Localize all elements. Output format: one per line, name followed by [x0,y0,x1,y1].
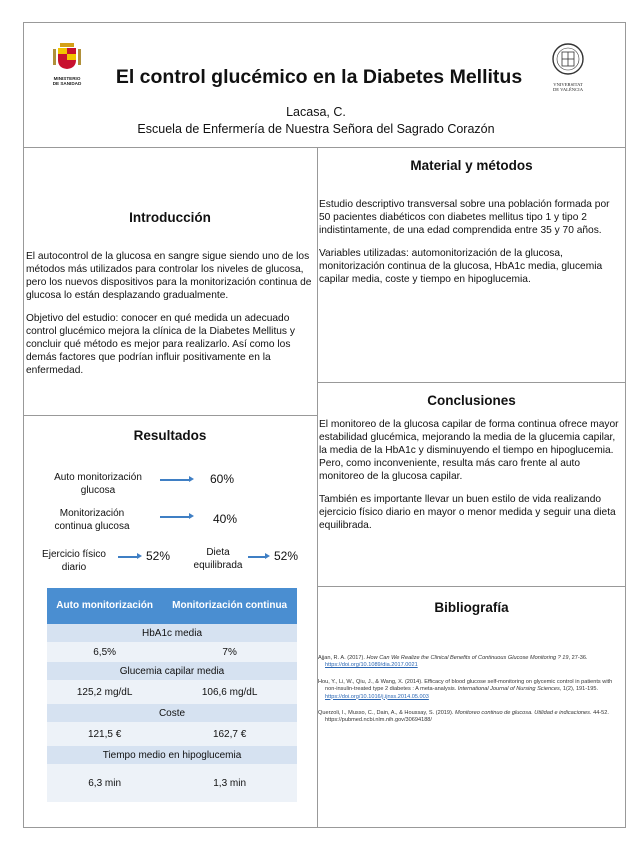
conclusiones-paragraph: También es importante llevar un buen estilo de vida realizando ejercicio físico diario en mayor o menor medida y seguir una dieta equilibrada. [319,494,616,531]
table-section-row [47,624,297,642]
stat-label-dieta: Dieta equilibrada [193,547,243,571]
reference-item: Hou, Y., Li, W., Qiu, J., & Wang, X. (2014). Efficacy of blood glucose self-monitoring on glycemic control in patients with non-insulin-treated type 2 diabetes : A meta-analysis. International Journal of Nursing Sciences, 1(2), 191-195. https://doi.org/10.1016/j.ijnss.2014.05.003 [318,678,613,700]
table-row [47,764,297,802]
table-cell: 1,3 min [162,764,297,802]
conclusiones-heading: Conclusiones [427,393,516,408]
stat-label-automonitorizacion: Auto monitorización glucosa [54,472,142,496]
table-row [47,642,297,662]
universitat-valencia-logo [545,43,591,91]
right-section-divider-2 [317,586,626,587]
table-section-row [47,662,297,680]
table-cell: 7% [162,642,297,662]
table-section-label: Coste [47,704,297,722]
table-cell: 121,5 € [47,722,162,746]
table-section-row [47,704,297,722]
stat-label-ejercicio: Ejercicio físico diario [42,549,106,573]
bibliografia-list [318,655,614,734]
author-block [40,104,592,138]
reference-item: Ajjan, R. A. (2017). How Can We Realize the Clinical Benefits of Continuous Glucose Monitoring ? 19, 27-36. https://doi.org/10.1089/dia.2017.0021 [318,655,588,669]
table-section-label: Glucemia capilar media [47,662,297,680]
bibliografia-heading: Bibliografía [434,600,509,615]
stat-value-monitorizacion-continua: 40% [213,512,238,526]
logo-left-text: MINISTERIO DE SANIDAD [52,76,82,86]
resultados-heading: Resultados [133,428,207,443]
table-header: Monitorización continua [162,588,297,624]
material-paragraph: Variables utilizadas: automonitorización de la glucosa, monitorización continua de la glucosa, HbA1c media, glucemia capilar media, coste y tiempo en hipoglucemia. [319,248,603,285]
arrow-icon [160,516,190,518]
table-row [47,680,297,704]
header-divider [23,147,626,148]
institution-name: Escuela de Enfermería de Nuestra Señora del Sagrado Corazón [137,122,495,136]
table-header: Auto monitorización [47,588,162,624]
introduccion-paragraph: Objetivo del estudio: conocer en qué medida un adecuado control glucémico mejora la clínica de la Diabetes Mellitus y concluir qué método es mejor para realizarlo. Así como los demás factores que podrían influir positivamente en la enfermedad. [26,313,295,376]
table-header-row [47,588,297,624]
introduccion-heading: Introducción [129,210,211,225]
stat-label-monitorizacion-continua: Monitorización continua glucosa [54,508,130,532]
introduccion-paragraph: El autocontrol de la glucosa en sangre sigue siendo uno de los métodos más utilizados para controlar los niveles de glucosa, pero los nuevos dispositivos para la monitorización continua de glucosa lo están desplazando gradualmente. [26,251,312,301]
introduccion-body [26,250,314,387]
table-row [47,722,297,746]
table-section-row [47,746,297,764]
stat-value-automonitorizacion: 60% [210,472,235,486]
material-heading: Material y métodos [410,158,533,173]
arrow-icon [118,556,138,558]
conclusiones-body [319,418,619,542]
table-cell: 106,6 mg/dL [162,680,297,704]
reference-link[interactable]: https://doi.org/10.1089/dia.2017.0021 [325,662,418,669]
table-cell: 125,2 mg/dL [47,680,162,704]
left-section-divider [23,415,317,416]
arrow-icon [248,556,266,558]
ministerio-sanidad-logo [44,43,90,85]
right-section-divider-1 [317,382,626,383]
logo-right-text: VNIVERSITAT DE VALÈNCIA [552,82,584,92]
table-cell: 162,7 € [162,722,297,746]
conclusiones-paragraph: El monitoreo de la glucosa capilar de forma continua ofrece mayor estabilidad glucémica, mejorando la media de la glucemia capilar, la media de la HbA1c y disminuyendo el tiempo en hipoglucemia. Pero, como inconveniente, resulta más caro frente al auto monitoreo de la glucosa capilar. [319,419,619,482]
stat-value-dieta: 52% [274,549,299,563]
table-section-label: Tiempo medio en hipoglucemia [47,746,297,764]
reference-item: Querzoli, I., Musso, C., Dain, A., & Houssay, S. (2019). Monitoreo continuo de glucosa. Utilidad e indicaciones. 44-52. https://pubmed.ncbi.nlm.nih.gov/30694188/ [318,710,609,724]
material-body [319,198,619,296]
table-section-label: HbA1c media [47,624,297,642]
arrow-icon [160,479,190,481]
table-cell: 6,5% [47,642,162,662]
author-name: Lacasa, C. [286,105,346,119]
poster-title: El control glucémico en la Diabetes Mellitus [115,66,523,88]
results-table [47,588,297,802]
table-cell: 6,3 min [47,764,162,802]
stat-value-ejercicio: 52% [146,549,171,563]
material-paragraph: Estudio descriptivo transversal sobre una población formada por 50 pacientes diabéticos con diabetes mellitus tipo 1 y tipo 2 indistintamente, de una edad comprendida entre 35 y 70 años. [319,199,610,236]
reference-link[interactable]: https://doi.org/10.1016/j.ijnss.2014.05.003 [325,693,429,700]
